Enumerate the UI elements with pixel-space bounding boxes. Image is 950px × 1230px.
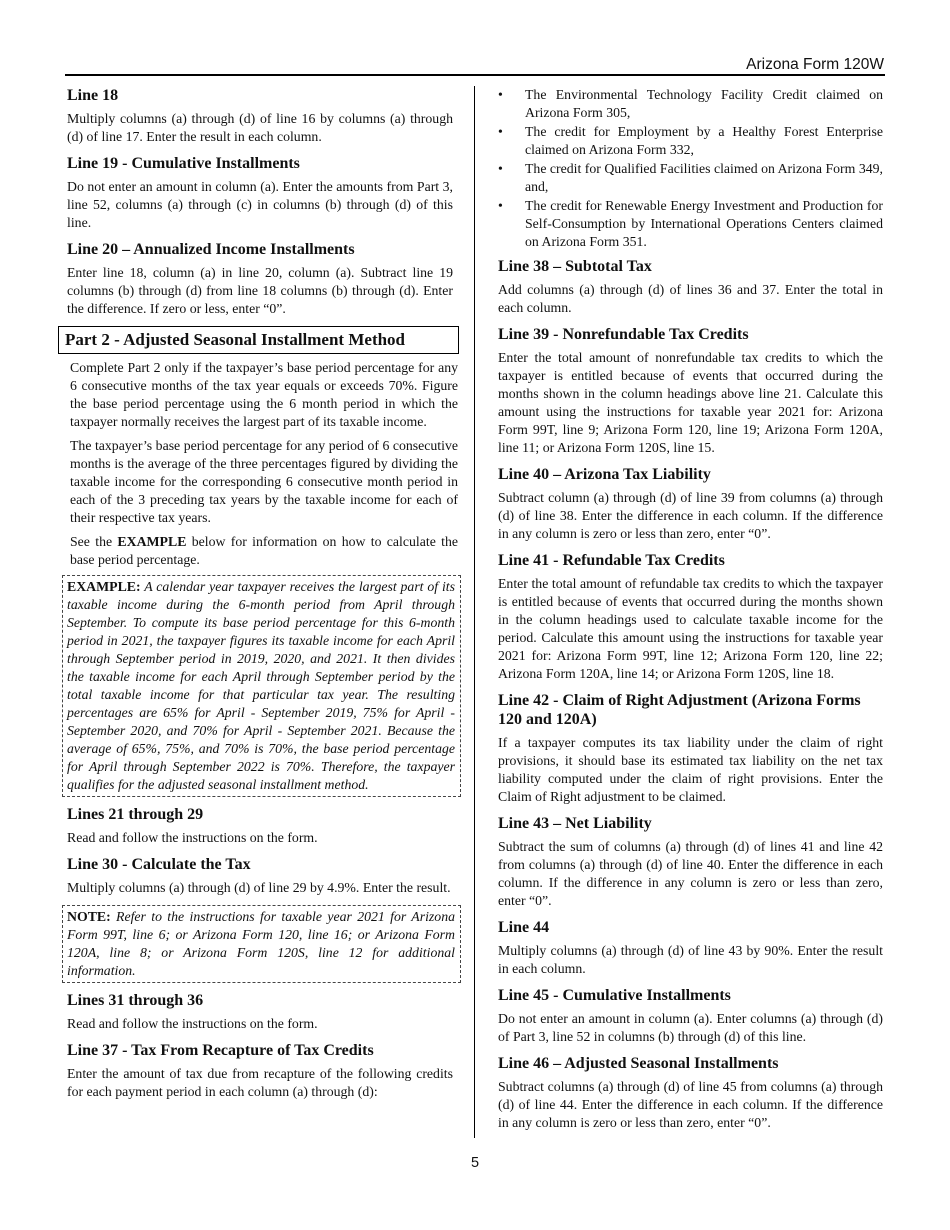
header-rule xyxy=(65,74,885,76)
note-text: Refer to the instructions for taxable year 2021 for Arizona Form 99T, line 6; or Arizona Form 120, line 16; or Arizona Form 120A, line 8; or Arizona Form 120S, line 12 for additional information. xyxy=(67,909,455,978)
line-18-heading: Line 18 xyxy=(67,87,119,104)
right-column xyxy=(498,86,883,1140)
line-38-text: Add columns (a) through (d) of lines 36 and 37. Enter the total in each column. xyxy=(498,282,883,315)
list-item-text: The credit for Qualified Facilities claimed on Arizona Form 349, and, xyxy=(525,161,883,194)
line-44-heading: Line 44 xyxy=(498,919,550,936)
line-43-heading: Line 43 – Net Liability xyxy=(498,815,652,832)
part-2-paragraph-1: Complete Part 2 only if the taxpayer’s base period percentage for any 6 consecutive months of the tax year equals or exceeds 70%. Figure the base period percentage using the 6 month period in which the taxpayer normally receives the largest part of its taxable income. xyxy=(70,360,458,429)
column-divider xyxy=(474,86,475,1138)
example-reference: EXAMPLE xyxy=(117,534,187,549)
line-19-text: Do not enter an amount in column (a). Enter the amounts from Part 3, line 52, columns (a) through (c) in columns (b) through (d) of this line. xyxy=(67,179,453,230)
lines-31-36-heading: Lines 31 through 36 xyxy=(67,992,204,1009)
line-41-heading: Line 41 - Refundable Tax Credits xyxy=(498,552,725,569)
line-37-text: Enter the amount of tax due from recapture of the following credits for each payment period in each column (a) through (d): xyxy=(67,1066,453,1099)
list-item-text: The Environmental Technology Facility Credit claimed on Arizona Form 305, xyxy=(525,87,883,120)
line-30-text: Multiply columns (a) through (d) of line 29 by 4.9%. Enter the result. xyxy=(67,880,451,895)
note-box xyxy=(62,905,461,983)
line-39-text: Enter the total amount of nonrefundable tax credits to which the taxpayer is entitled because of events that occurred during the months shown in the column headings above line 21. Calculate this amount using the instructions for taxable year 2021 for: Arizona Form 99T, line 9; Arizona Form 120, line 19; Arizona Form 120A, line 11; or Arizona Form 120S, line 15. xyxy=(498,350,883,455)
left-column xyxy=(65,86,458,1109)
part-2-paragraph-2: The taxpayer’s base period percentage for any period of 6 consecutive months is the average of the three percentages figured by dividing the taxable income for the corresponding 6 consecutive month period in each of the 3 preceding tax years by the taxable income for each of their respective tax years. xyxy=(70,438,458,525)
see-text-end: below for information on how to calculate the base period percentage. xyxy=(70,534,458,567)
line-37-heading: Line 37 - Tax From Recapture of Tax Credits xyxy=(67,1042,374,1059)
line-38-heading: Line 38 – Subtotal Tax xyxy=(498,258,652,275)
line-39-heading: Line 39 - Nonrefundable Tax Credits xyxy=(498,326,749,343)
example-text: A calendar year taxpayer receives the largest part of its taxable income during the 6-month period from April through September. To compute its base period percentage for this 6-month period in 2021, the taxpayer figures its taxable income for each April through September period in 2019, 2020, and 2021. It then divides the taxable income for each April through September period by the total taxable income for that particular tax year. The resulting percentages are 65% for April - September 2019, 75% for April - September 2020, and 70% for April - September 2021. Because the average of 65%, 75%, and 70% is 70%, the base period percentage for April through September 2022 is 70%. Therefore, the taxpayer qualifies for the adjusted seasonal installment method. xyxy=(67,579,455,792)
note-label: NOTE: xyxy=(67,909,111,924)
line-42-text: If a taxpayer computes its tax liability under the claim of right provisions, it should base its estimated tax liability on the net tax liability computed under the claim of right provisions. Enter the Claim of Right adjustment to be claimed. xyxy=(498,735,883,804)
line-44-text: Multiply columns (a) through (d) of line 43 by 90%. Enter the result in each column. xyxy=(498,943,883,976)
bullet-icon: • xyxy=(498,87,503,102)
line-46-text: Subtract columns (a) through (d) of line 45 from columns (a) through (d) of line 44. Enter the difference in each column. If the difference in any column is zero or less than zero, enter “0”. xyxy=(498,1079,883,1130)
list-item-text: The credit for Employment by a Healthy Forest Enterprise claimed on Arizona Form 332, xyxy=(525,124,883,157)
bullet-icon: • xyxy=(498,124,503,139)
list-item xyxy=(498,160,883,196)
list-item-text: The credit for Renewable Energy Investment and Production for Self-Consumption by International Operations Centers claimed on Arizona Form 351. xyxy=(525,198,883,249)
list-item xyxy=(498,197,883,251)
lines-31-36-text: Read and follow the instructions on the form. xyxy=(67,1016,318,1031)
list-item xyxy=(498,86,883,122)
line-41-text: Enter the total amount of refundable tax credits to which the taxpayer is entitled because of events that occurred during the months shown in the column headings used to calculate taxable income for the period. Calculate this amount using the instructions for taxable year 2021 for: Arizona Form 99T, line 12; Arizona Form 120, line 22; Arizona Form 120A, line 14; or Arizona Form 120S, line 18. xyxy=(498,576,883,681)
line-30-heading: Line 30 - Calculate the Tax xyxy=(67,856,251,873)
line-19-heading: Line 19 - Cumulative Installments xyxy=(67,155,300,172)
credit-list xyxy=(498,86,883,251)
list-item xyxy=(498,123,883,159)
form-title: Arizona Form 120W xyxy=(746,56,884,73)
part-2-body xyxy=(70,359,458,569)
line-45-text: Do not enter an amount in column (a). Enter columns (a) through (d) of Part 3, line 52 in columns (b) through (d) of this line. xyxy=(498,1011,883,1044)
line-20-text: Enter line 18, column (a) in line 20, column (a). Subtract line 19 columns (b) through (d) from line 18 columns (b) through (d). Enter the difference. If zero or less, enter “0”. xyxy=(67,265,453,316)
part-2-title: Part 2 - Adjusted Seasonal Installment Method xyxy=(58,326,459,354)
lines-21-29-heading: Lines 21 through 29 xyxy=(67,806,204,823)
line-43-text: Subtract the sum of columns (a) through (d) of lines 41 and line 42 from columns (a) through (d) of line 40. Enter the difference in each column. If the difference in any column is zero or less than zero, enter “0”. xyxy=(498,839,883,908)
line-45-heading: Line 45 - Cumulative Installments xyxy=(498,987,731,1004)
line-46-heading: Line 46 – Adjusted Seasonal Installments xyxy=(498,1055,779,1072)
bullet-icon: • xyxy=(498,198,503,213)
see-text: See the xyxy=(70,534,118,549)
line-42-heading: Line 42 - Claim of Right Adjustment (Arizona Forms 120 and 120A) xyxy=(498,692,861,728)
bullet-icon: • xyxy=(498,161,503,176)
lines-21-29-text: Read and follow the instructions on the form. xyxy=(67,830,318,845)
line-40-heading: Line 40 – Arizona Tax Liability xyxy=(498,466,711,483)
part-2-paragraph-3 xyxy=(70,533,458,569)
line-18-text: Multiply columns (a) through (d) of line 16 by columns (a) through (d) of line 17. Enter the result in each column. xyxy=(67,111,453,144)
line-40-text: Subtract column (a) through (d) of line 39 from columns (a) through (d) of line 38. Enter the difference in each column. If the difference in any column is zero or less than zero, enter “0”. xyxy=(498,490,883,541)
example-label: EXAMPLE: xyxy=(67,579,141,594)
page-number: 5 xyxy=(470,1155,480,1171)
example-box xyxy=(62,575,461,797)
line-20-heading: Line 20 – Annualized Income Installments xyxy=(67,241,355,258)
